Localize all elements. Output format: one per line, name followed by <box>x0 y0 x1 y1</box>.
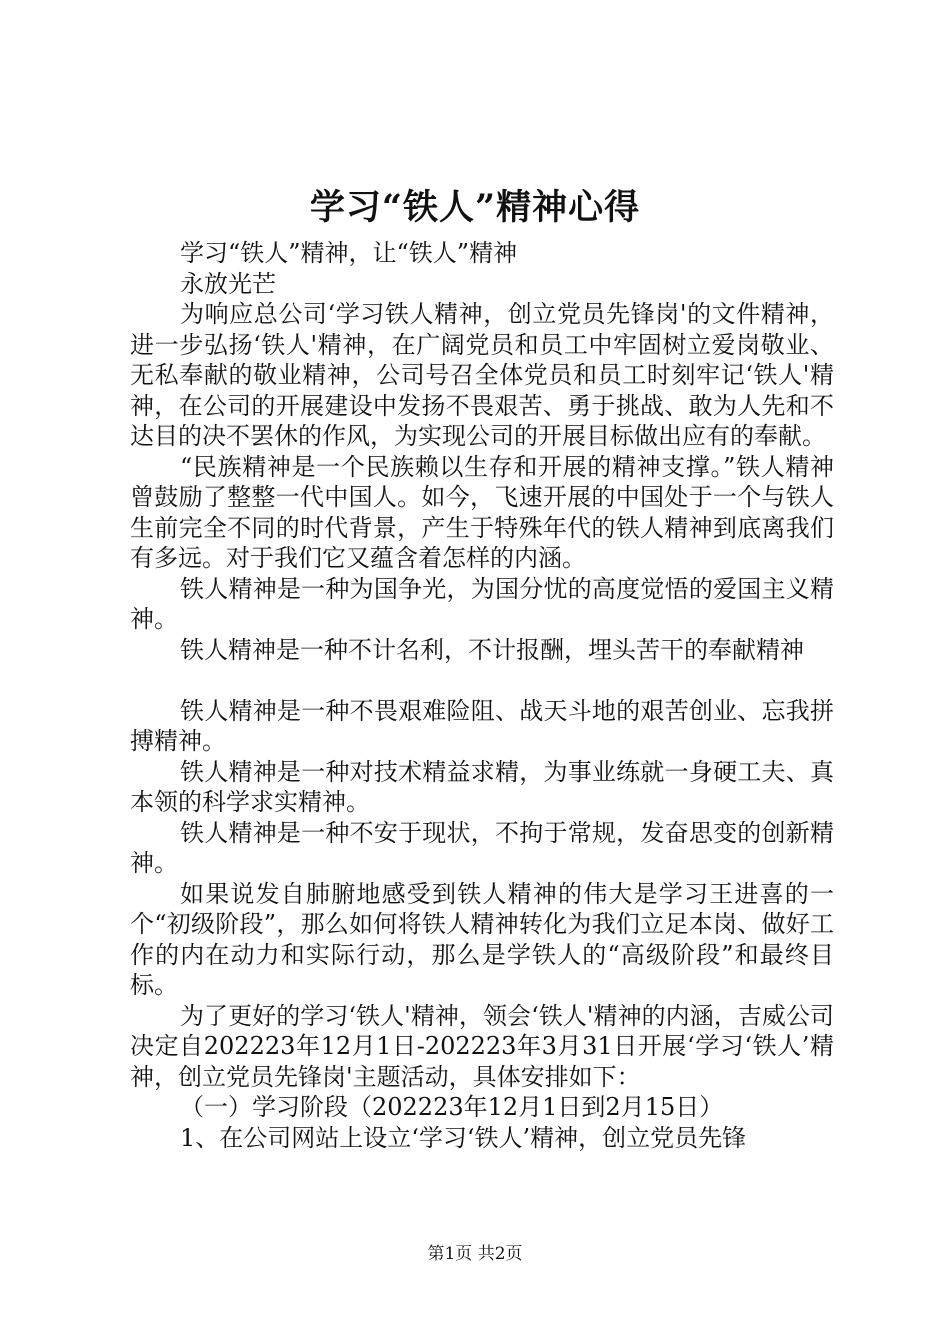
paragraph-national-spirit: “民族精神是一个民族赖以生存和开展的精神支撑。”铁人精神曾鼓励了整整一代中国人。如今，飞速开展的中国处于一个与铁人生前完全不同的时代背景，产生于特殊年代的铁人精神到底离我们有多远。对于我们它又蕴含着怎样的内涵。 <box>130 452 834 572</box>
paragraph-hardship: 铁人精神是一种不畏艰难险阻、战天斗地的艰苦创业、忘我拼搏精神。 <box>130 696 834 755</box>
paragraph-patriotism: 铁人精神是一种为国争光，为国分忧的高度觉悟的爱国主义精神。 <box>130 574 834 633</box>
paragraph-science: 铁人精神是一种对技术精益求精，为事业练就一身硬工夫、真本领的科学求实精神。 <box>130 757 834 816</box>
subtitle-line-2: 永放光芒 <box>180 269 276 298</box>
document-title: 学习“铁人”精神心得 <box>309 187 641 228</box>
paragraph-intro: 为响应总公司‘学习铁人精神，创立党员先锋岗'的文件精神，进一步弘扬‘铁人'精神，在广阔党员和员工中牢固树立爱岗敬业、无私奉献的敬业精神，公司号召全体党员和员工时刻牢记‘铁人'精神，在公司的开展建设中发扬不畏艰苦、勇于挑战、敢为人先和不达目的决不罢休的作风，为实现公司的开展目标做出应有的奉献。 <box>130 300 834 450</box>
document-body <box>130 238 834 1153</box>
paragraph-dedication: 铁人精神是一种不计名利，不计报酬，埋头苦干的奉献精神 <box>180 635 804 664</box>
subtitle-line-1: 学习“铁人”精神，让“铁人”精神 <box>180 239 518 267</box>
paragraph-activity: 为了更好的学习‘铁人'精神，领会‘铁人'精神的内涵，吉威公司决定自202223年12月1日-202223年3月31日开展‘学习‘铁人’精神，创立党员先锋岗'主题活动，具体安排如下： <box>130 1001 834 1091</box>
page-footer: 第1页 共2页 <box>427 1244 523 1264</box>
section-heading-study-phase: （一）学习阶段（202223年12月1日到2月15日） <box>180 1093 724 1121</box>
list-item-1: 1、在公司网站上设立‘学习‘铁人’精神，创立党员先锋 <box>180 1123 747 1152</box>
paragraph-innovation: 铁人精神是一种不安于现状，不拘于常规，发奋思变的创新精神。 <box>130 818 834 877</box>
paragraph-stages: 如果说发自肺腑地感受到铁人精神的伟大是学习王进喜的一个“初级阶段”，那么如何将铁人精神转化为我们立足本岗、做好工作的内在动力和实际行动，那么是学铁人的“高级阶段”和最终目标。 <box>130 879 834 999</box>
